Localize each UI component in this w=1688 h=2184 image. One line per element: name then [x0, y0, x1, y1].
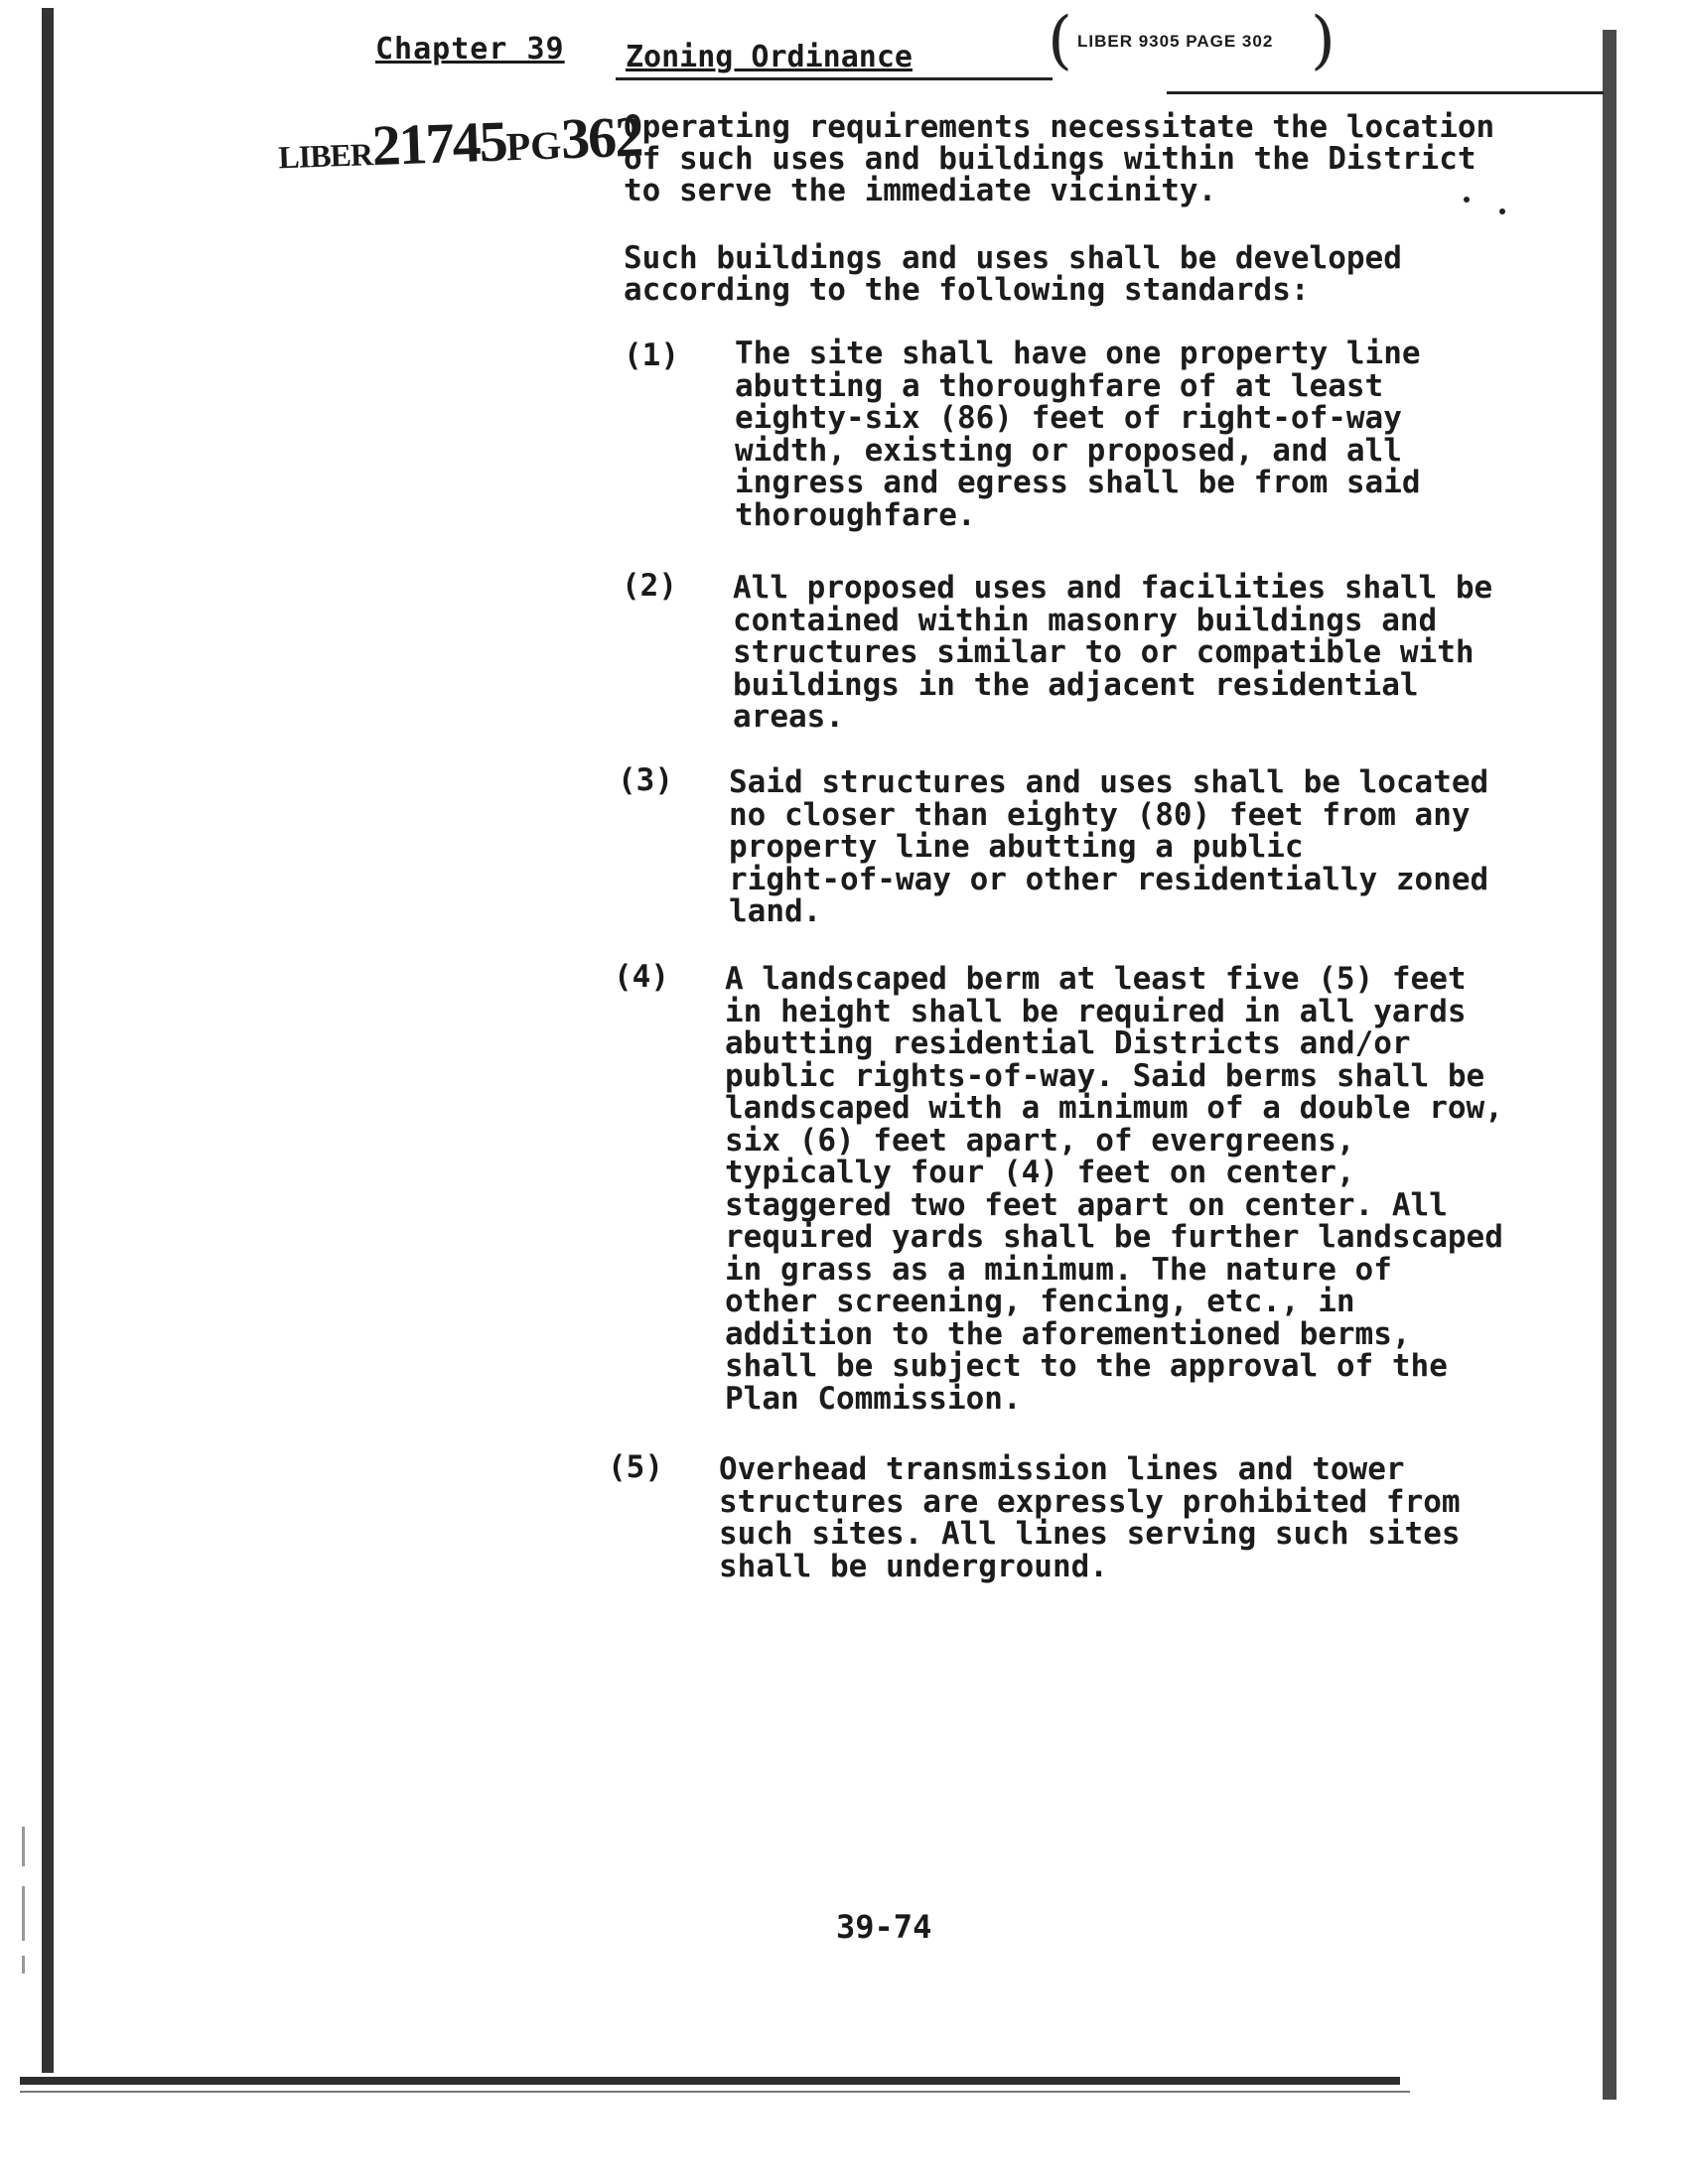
open-paren: (: [1048, 4, 1072, 77]
item-number: (2): [622, 568, 677, 604]
scan-speck: [22, 1827, 25, 1866]
stamp-prefix: LIBER: [277, 136, 373, 176]
item-text: Said structures and uses shall be located no closer than eighty (80) feet from any property line abutting a public right-of-way or other residentially zoned land.: [729, 764, 1489, 929]
page-number: 39-74: [836, 1908, 932, 1946]
intro-line: Operating requirements necessitate the location: [624, 109, 1495, 145]
intro-line: to serve the immediate vicinity.: [624, 173, 1217, 208]
item-number: (3): [618, 762, 673, 798]
scan-speck: [22, 1886, 25, 1941]
item-number: (4): [614, 959, 669, 995]
stamp-pg: PG: [504, 122, 563, 170]
liber-stamp: [277, 103, 642, 183]
header-rule-right: [1167, 91, 1604, 94]
chapter-heading: Chapter 39: [375, 32, 565, 67]
stamp-liber-number: 21745: [370, 108, 507, 179]
liber-reference-text: LIBER 9305 PAGE 302: [1077, 32, 1274, 51]
standards-intro-line: according to the following standards:: [624, 272, 1310, 308]
intro-line: of such uses and buildings within the District: [624, 141, 1477, 177]
standards-intro-line: Such buildings and uses shall be developed: [624, 240, 1402, 276]
scan-left-edge: [42, 8, 54, 2073]
header-rule: [616, 77, 1053, 80]
scan-dot: [1464, 197, 1470, 203]
item-text: A landscaped berm at least five (5) feet in height shall be required in all yards abutting residential Districts and/or public rights-of-way. Said berms shall be landscaped with a minimum of a double row, six (6) feet apart, of evergreens, typically four (4) feet on center, staggered two feet apart on center. All required yards shall be further landscaped in grass as a minimum. The nature of other screening, fencing, etc., in addition to the aforementioned berms, shall be subject to the approval of the Plan Commission.: [725, 961, 1503, 1417]
item-text: Overhead transmission lines and tower structures are expressly prohibited from such sites. All lines serving such sites shall be underground.: [719, 1451, 1461, 1584]
scan-dot: [1499, 208, 1505, 214]
close-paren: ): [1311, 4, 1336, 77]
item-number: (1): [624, 338, 679, 373]
item-text: The site shall have one property line abutting a thoroughfare of at least eighty-six (86) feet of right-of-way width, existing or proposed, and all ingress and egress shall be from said thoroughfare.: [735, 336, 1421, 533]
scan-bottom-edge: [20, 2077, 1400, 2085]
scan-speck: [22, 1956, 25, 1974]
item-text: All proposed uses and facilities shall be contained within masonry buildings and structures similar to or compatible with buildings in the adjacent residential areas.: [733, 570, 1493, 735]
scan-bottom-edge-thin: [20, 2091, 1410, 2093]
ordinance-title: Zoning Ordinance: [626, 40, 913, 74]
stamp-page-number: 362: [559, 103, 643, 172]
item-number: (5): [608, 1449, 663, 1485]
liber-reference: [1048, 4, 1336, 77]
